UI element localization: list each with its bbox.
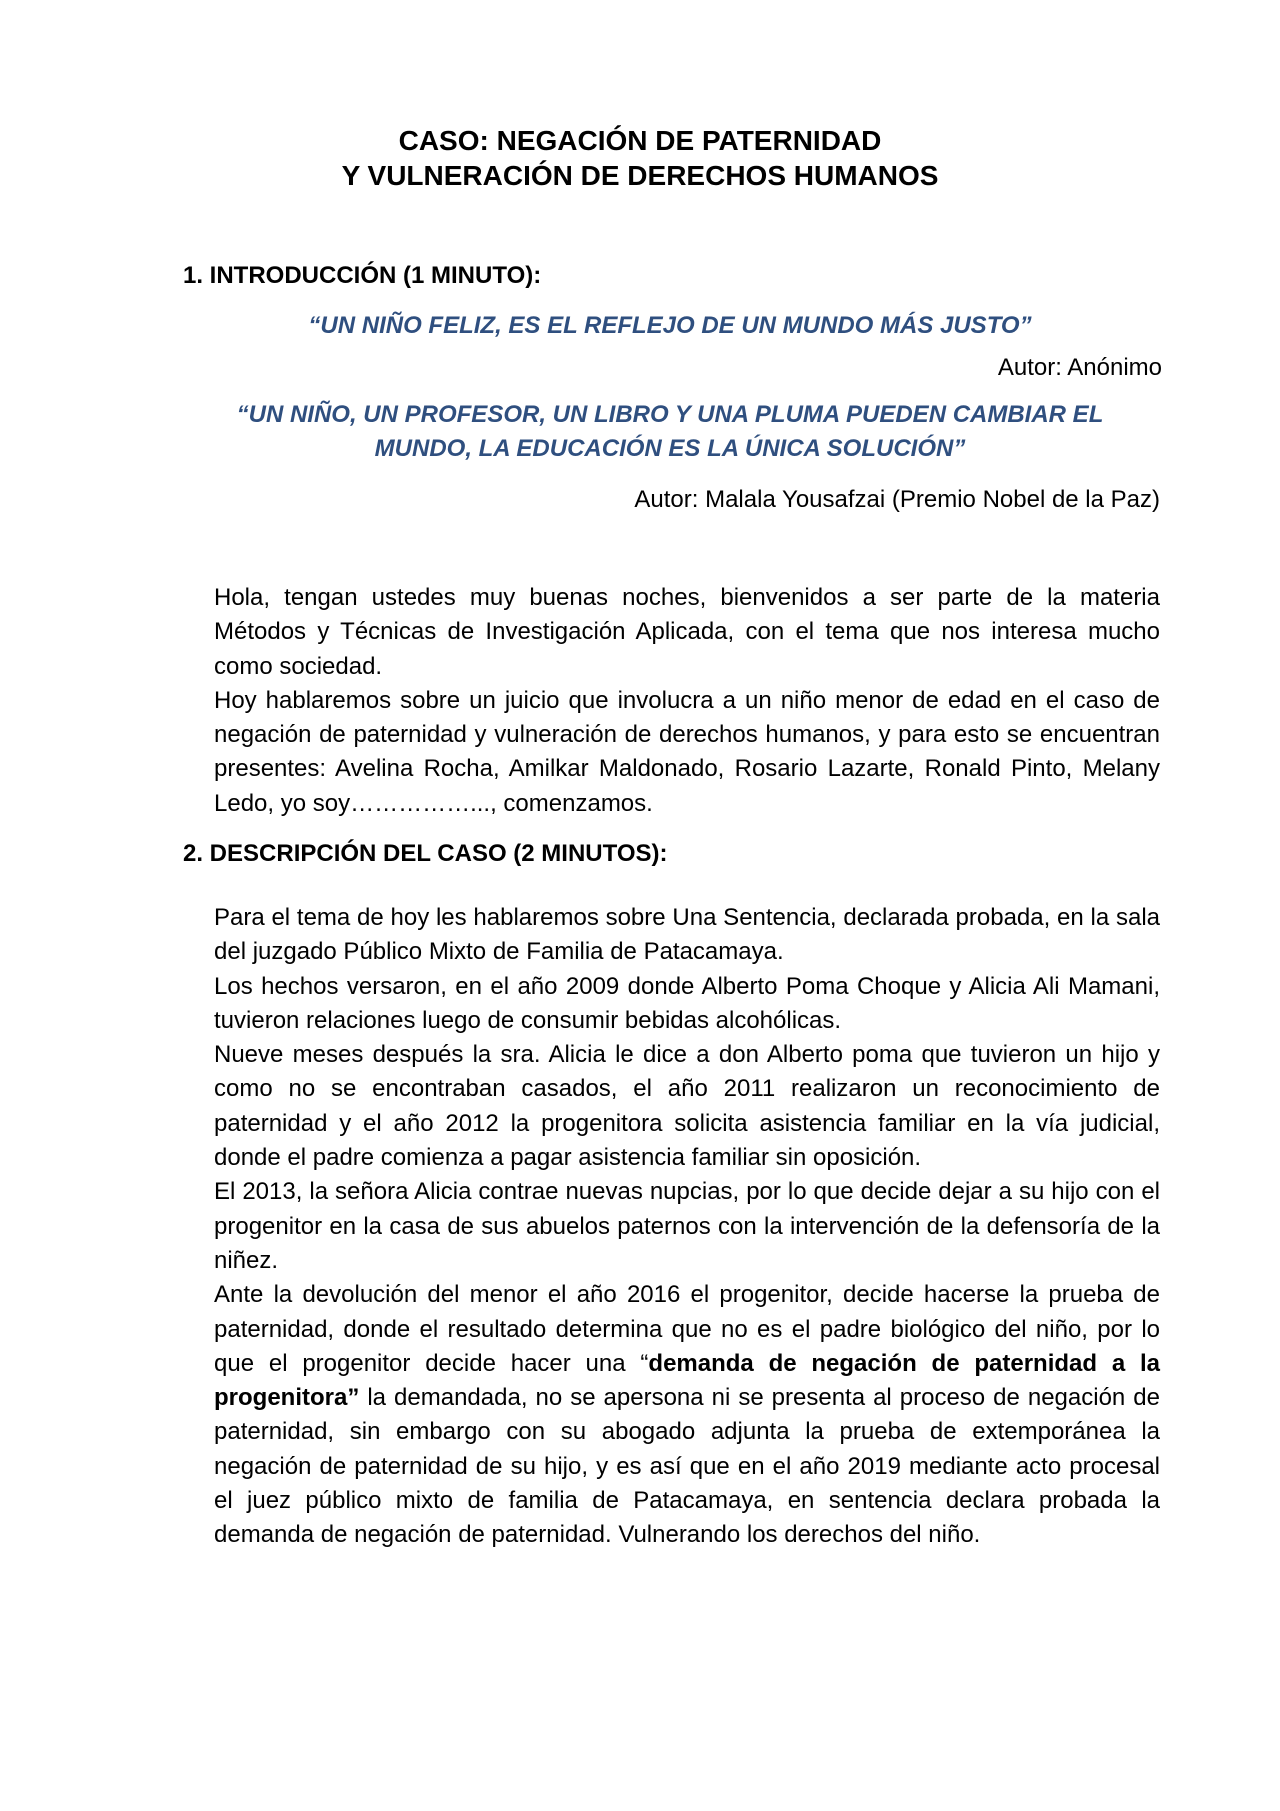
section-heading-descripcion: 2. DESCRIPCIÓN DEL CASO (2 MINUTOS):	[183, 840, 668, 867]
author-malala: Autor: Malala Yousafzai (Premio Nobel de la Paz)	[634, 486, 1160, 513]
quote-anonimo: “UN NIÑO FELIZ, ES EL REFLEJO DE UN MUNDO MÁS JUSTO”	[308, 312, 1032, 339]
case-paragraph-4: El 2013, la señora Alicia contrae nuevas nupcias, por lo que decide dejar a su hijo con el progenitor en la casa de sus abuelos paternos con la intervención de la defensoría de la niñez.	[214, 1178, 1160, 1274]
quote-malala-line2: MUNDO, LA EDUCACIÓN ES LA ÚNICA SOLUCIÓN”	[374, 435, 966, 462]
case-paragraph-5-start: Ante la devolución del menor el año 2016 el progenitor, decide hacerse la prueba de paternidad, donde el resultado determina que no es el padre biológico del niño, por lo que el progenitor decide hacer una “	[214, 1281, 1160, 1377]
quote-malala-line1: “UN NIÑO, UN PROFESOR, UN LIBRO Y UNA PLUMA PUEDEN CAMBIAR EL	[236, 401, 1104, 428]
case-paragraph-5-end: la demandada, no se apersona ni se presenta al proceso de negación de paternidad, sin embargo con su abogado adjunta la prueba de extemporánea la negación de paternidad de su hijo, y es así que en el año 2019 mediante acto procesal el juez público mixto de familia de Patacamaya, en sentencia declara probada la demanda de negación de paternidad. Vulnerando los derechos del niño.	[214, 1384, 1160, 1549]
section-heading-introduccion: 1. INTRODUCCIÓN (1 MINUTO):	[183, 262, 542, 289]
case-paragraph-2: Los hechos versaron, en el año 2009 donde Alberto Poma Choque y Alicia Ali Mamani, tuvieron relaciones luego de consumir bebidas alcohólicas.	[214, 972, 1160, 1034]
case-paragraph-5-bold: demanda de negación de paternidad a la progenitora”	[214, 1349, 1160, 1412]
intro-paragraph-1: Hola, tengan ustedes muy buenas noches, bienvenidos a ser parte de la materia Métodos y Técnicas de Investigación Aplicada, con el tema que nos interesa mucho como sociedad.	[214, 584, 1160, 680]
intro-paragraph-2: Hoy hablaremos sobre un juicio que involucra a un niño menor de edad en el caso de negación de paternidad y vulneración de derechos humanos, y para esto se encuentran presentes: Avelina Rocha, Amilkar Maldonado, Rosario Lazarte, Ronald Pinto, Melany Ledo, yo soy……………..., comenzamos.	[214, 686, 1160, 817]
case-paragraph-5	[214, 1278, 1160, 1552]
document-title-line2: Y VULNERACIÓN DE DERECHOS HUMANOS	[341, 160, 939, 191]
case-body	[214, 901, 1160, 1553]
author-anonimo: Autor: Anónimo	[997, 354, 1162, 381]
case-paragraph-3: Nueve meses después la sra. Alicia le dice a don Alberto poma que tuvieron un hijo y como no se encontraban casados, el año 2011 realizaron un reconocimiento de paternidad y el año 2012 la progenitora solicita asistencia familiar en la vía judicial, donde el padre comienza a pagar asistencia familiar sin oposición.	[214, 1041, 1160, 1172]
intro-body	[214, 581, 1160, 821]
document-title-line1: CASO: NEGACIÓN DE PATERNIDAD	[398, 125, 882, 156]
case-paragraph-1: Para el tema de hoy les hablaremos sobre Una Sentencia, declarada probada, en la sala del juzgado Público Mixto de Familia de Patacamaya.	[214, 904, 1160, 966]
